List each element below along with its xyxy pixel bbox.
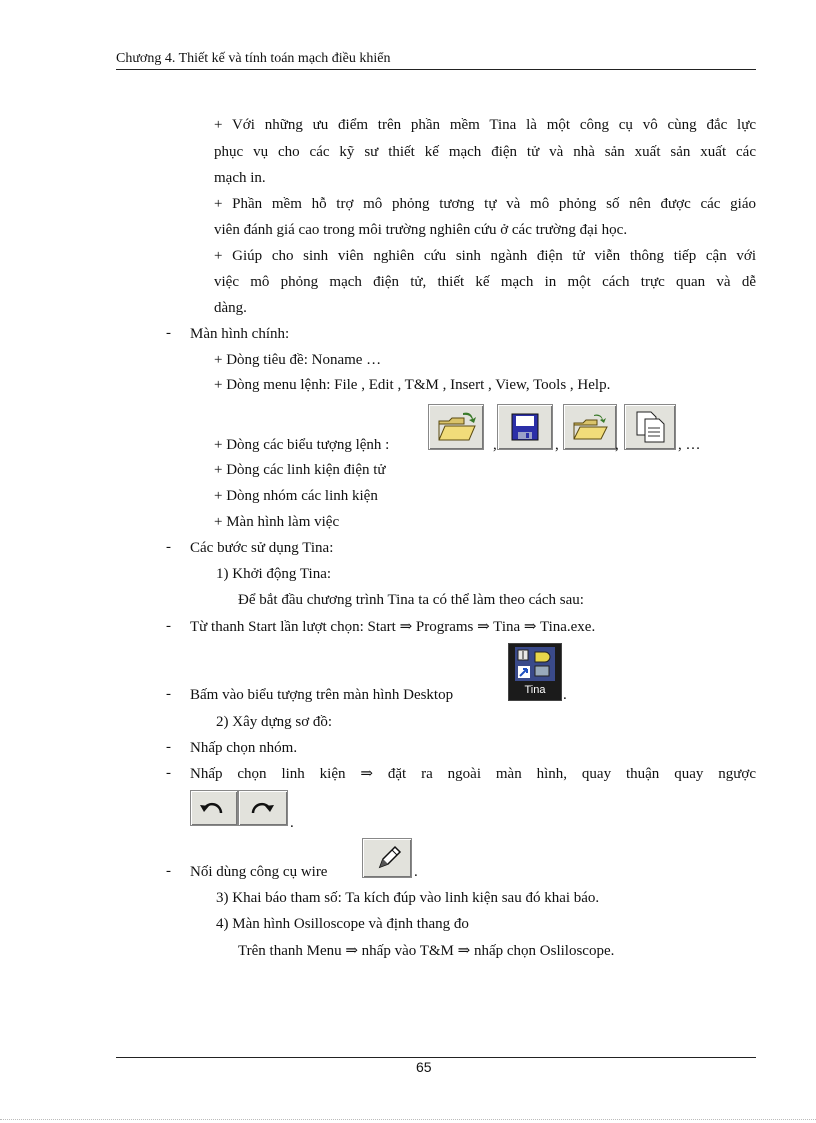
trailing-dot: .: [414, 864, 418, 880]
step-1-desc: Để bắt đầu chương trình Tina ta có thể làm theo cách sau:: [238, 592, 584, 608]
page-number: 65: [416, 1059, 432, 1075]
p2-line1: + Phần mềm hỗ trợ mô phỏng tương tự và mô phỏng số nên được các giáo: [214, 196, 756, 212]
p1-line3: mạch in.: [214, 170, 266, 186]
step-1: 1) Khởi động Tina:: [216, 566, 332, 582]
toolbar-sep: ,: [615, 437, 619, 453]
start-path: Từ thanh Start lần lượt chọn: Start ⇒ Programs ⇒ Tina ⇒ Tina.exe.: [190, 619, 596, 635]
step-3: 3) Khai báo tham số: Ta kích đúp vào linh kiện sau đó khai báo.: [216, 890, 600, 906]
bullet-dash: -: [166, 539, 171, 555]
p3-line2: việc mô phỏng mạch điện tử, thiết kế mạch in một cách trực quan và dễ: [214, 274, 756, 290]
footer-rule: [116, 1057, 756, 1058]
wire-line: Nối dùng công cụ wire: [190, 864, 328, 880]
copy-pages-icon: [624, 404, 676, 450]
page-edge-dotted-line: [0, 1119, 816, 1120]
p3-line3: dàng.: [214, 300, 247, 316]
bullet-dash: -: [166, 863, 171, 879]
desktop-line: Bấm vào biểu tượng trên màn hình Desktop: [190, 687, 454, 703]
toolbar-sep-ellipsis: , …: [678, 437, 701, 453]
rotate-left-icon: [190, 790, 238, 826]
header-rule: [116, 69, 756, 70]
choose-part: Nhấp chọn linh kiện ⇒ đặt ra ngoài màn hình, quay thuận quay ngược: [190, 766, 756, 782]
bullet-dash: -: [166, 739, 171, 755]
p2-line2: viên đánh giá cao trong môi trường nghiên cứu ở các trường đại học.: [214, 222, 628, 238]
step-4: 4) Màn hình Osilloscope và định thang đo: [216, 916, 469, 932]
toolbar-label: + Dòng các biểu tượng lệnh :: [214, 437, 390, 453]
trailing-dot: .: [290, 815, 294, 831]
menu-bar-item: + Dòng menu lệnh: File , Edit , T&M , Insert , View, Tools , Help.: [214, 377, 611, 393]
tina-icon-label: Tina: [524, 684, 546, 696]
steps-title: Các bước sử dụng Tina:: [190, 540, 334, 556]
p3-line1: + Giúp cho sinh viên nghiên cứu sinh ngành điện tử viễn thông tiếp cận với: [214, 248, 756, 264]
component-groups-item: + Dòng nhóm các linh kiện: [214, 488, 378, 504]
open-folder-icon: [428, 404, 484, 450]
step-2: 2) Xây dựng sơ đồ:: [216, 714, 333, 730]
workspace-item: + Màn hình làm việc: [214, 514, 340, 530]
toolbar-sep: ,: [555, 437, 559, 453]
running-header: Chương 4. Thiết kế và tính toán mạch điều khiển: [116, 51, 391, 66]
trailing-dot: .: [563, 687, 567, 703]
step-4-desc: Trên thanh Menu ⇒ nhấp vào T&M ⇒ nhấp chọn Osliloscope.: [238, 943, 615, 959]
main-screen-title: Màn hình chính:: [190, 326, 290, 342]
rotate-right-icon: [238, 790, 288, 826]
toolbar-sep: ,: [493, 437, 497, 453]
choose-group: Nhấp chọn nhóm.: [190, 740, 298, 756]
save-disk-icon: [497, 404, 553, 450]
bullet-dash: -: [166, 325, 171, 341]
wire-pencil-icon: [362, 838, 412, 878]
components-item: + Dòng các linh kiện điện tử: [214, 462, 386, 478]
bullet-dash: -: [166, 686, 171, 702]
tina-desktop-icon: [508, 643, 562, 701]
p1-line1: + Với những ưu điểm trên phần mềm Tina là một công cụ vô cùng đắc lực: [214, 117, 756, 133]
p1-line2: phục vụ cho các kỹ sư thiết kế mạch điện tử và nhà sản xuất sản xuất các: [214, 144, 756, 160]
folder-open-icon: [563, 404, 617, 450]
title-bar-item: + Dòng tiêu đề: Noname …: [214, 352, 382, 368]
bullet-dash: -: [166, 765, 171, 781]
bullet-dash: -: [166, 618, 171, 634]
